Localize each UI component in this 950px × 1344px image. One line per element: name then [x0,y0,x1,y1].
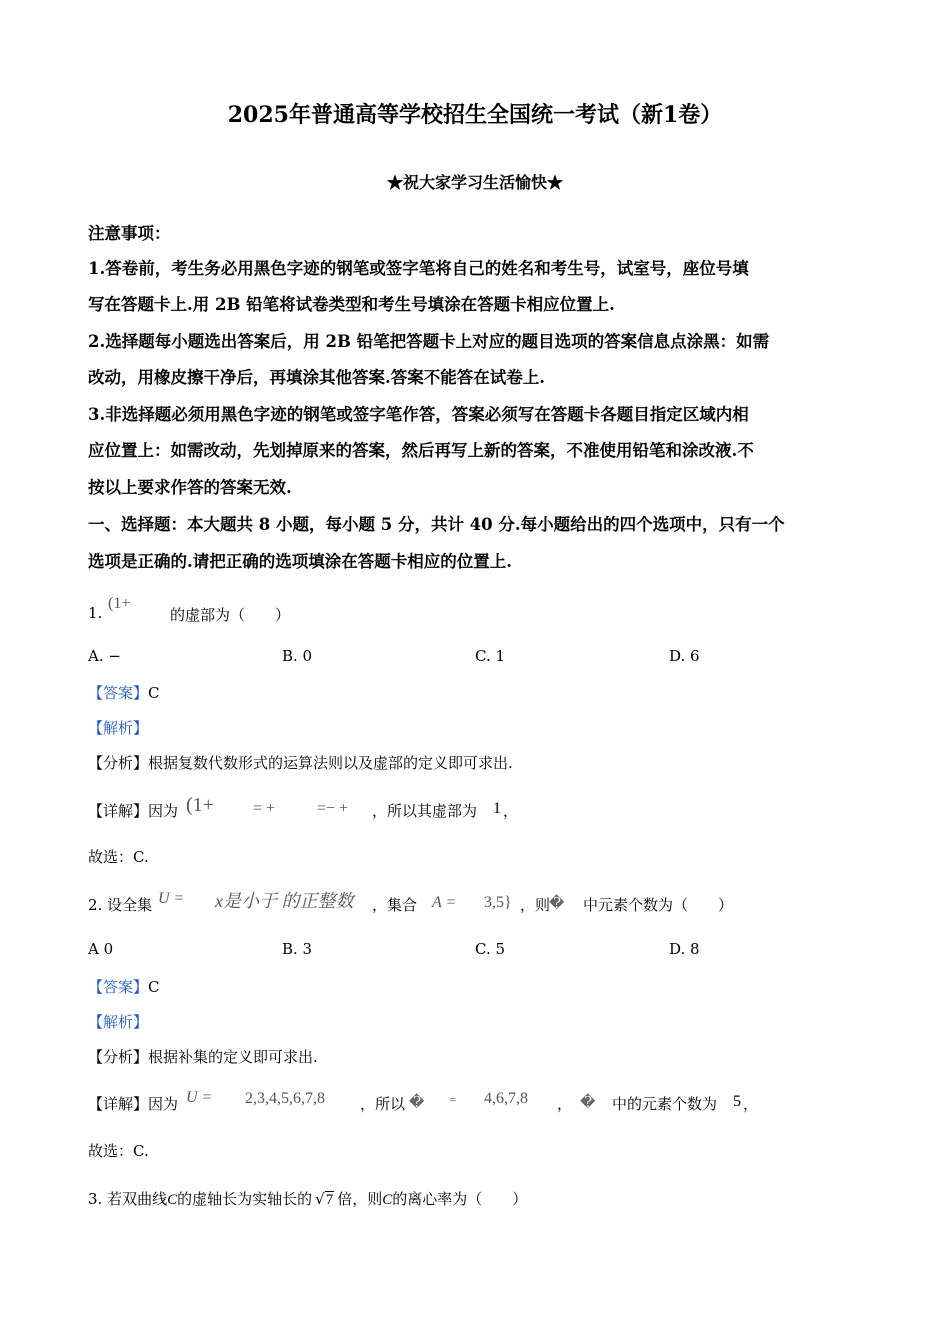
q2-detail-label: 【详解】因为 [88,1095,179,1113]
q2-option-d: D. 8 [669,940,700,958]
sqrt-symbol: √ [315,1190,325,1208]
q2-text: 中元素个数为（ ） [583,896,734,914]
q2-number: 2. 设全集 [88,896,153,914]
q1-detail-math3: =− + [317,800,349,817]
q2-glyph: � [549,894,565,912]
q3-text-1: 的虚轴长为实轴长的 [177,1190,313,1208]
q1-detail-value: 1 [493,800,501,817]
q1-option-c: C. 1 [475,647,506,665]
q1-detail-math1: (1+ [186,794,214,816]
q2-option-a: A 0 [88,940,114,958]
q1-option-a: A. − [88,647,121,665]
q2-option-b: B. 3 [282,940,313,958]
q2-mid: ，集合 [372,896,418,914]
q1-number: 1. [88,604,103,622]
q1-text: 的虚部为（ ） [170,606,291,624]
section-heading: 选项是正确的.请把正确的选项填涂在答题卡相应的位置上. [88,552,512,571]
q2-math-u: U = [158,890,185,907]
q3-text-2: 倍，则 [337,1190,383,1208]
q2-detail-text: 中的元素个数为 [612,1095,718,1113]
q1-detail-math2: = + [253,800,276,817]
notice-heading: 注意事项： [88,224,171,243]
notice-line: 写在答题卡上.用 2B 铅笔将试卷类型和考生号填涂在答题卡相应位置上. [88,295,615,314]
q2-detail-set: 2,3,4,5,6,7,8 [245,1090,325,1107]
q2-detail-value: 5 [733,1093,741,1110]
q2-option-c: C. 5 [475,940,506,958]
notice-line: 3.非选择题必须用黑色字迹的钢笔或签字笔作答，答案必须写在答题卡各题目指定区域内相 [88,405,749,424]
q1-option-b: B. 0 [282,647,313,665]
q1-detail-end: ， [503,802,519,820]
q1-math: (1+ [108,595,131,612]
q3-number: 3. 若双曲线 [88,1190,168,1208]
section-heading: 一、选择题：本大题共 8 小题，每小题 5 分，共计 40 分.每小题给出的四个选项中，只有一个 [88,515,785,534]
q2-detail-so: ，所以 [360,1095,406,1113]
q2-detail-set2: 4,6,7,8 [484,1090,528,1107]
q3-sqrt [315,1190,334,1209]
q1-analysis-label: 【解析】 [88,719,149,737]
q2-detail-u: U = [186,1089,213,1106]
q3-text-3: 的离心率为（ ） [392,1190,528,1208]
notice-line: 应位置上：如需改动，先划掉原来的答案，然后再写上新的答案，不准使用铅笔和涂改液.不 [88,441,754,460]
greeting: ★祝大家学习生活愉快★ [386,173,563,192]
q2-fenxi: 【分析】根据补集的定义即可求出. [88,1048,318,1066]
notice-line: 改动，用橡皮擦干净后，再填涂其他答案.答案不能答在试卷上. [88,368,545,387]
q2-math-set: x是小于 的正整数 [215,891,354,911]
q2-detail-eq: = [449,1092,457,1107]
q3-sqrt-value: 7 [325,1192,334,1208]
q2-detail-glyph2: � [580,1093,596,1111]
q3-var-c: C [167,1192,178,1208]
q2-conclusion: 故选：C. [88,1142,149,1160]
q2-math-a: A = [432,894,457,911]
q2-detail-comma: ， [557,1095,573,1113]
notice-line: 2.选择题每小题选出答案后，用 2B 铅笔把答题卡上对应的题目选项的答案信息点涂黑：如需 [88,332,770,351]
q1-answer: C [148,684,160,702]
q2-detail-end: ， [743,1095,759,1113]
q1-detail-text: ，所以其虚部为 [372,802,478,820]
q1-conclusion: 故选：C. [88,848,149,866]
q2-analysis-label: 【解析】 [88,1013,149,1031]
q1-option-d: D. 6 [669,647,700,665]
q1-answer-label: 【答案】 [88,684,149,702]
q2-then: ，则 [520,896,551,914]
notice-line: 1.答卷前，考生务必用黑色字迹的钢笔或签字笔将自己的姓名和考生号，试室号，座位号填 [88,259,749,278]
q2-math-a-set: 3,5} [484,894,512,911]
q2-detail-glyph: � [409,1093,425,1111]
q1-detail-label: 【详解】因为 [88,802,179,820]
page-title: 2025年普通高等学校招生全国统一考试（新1卷） [227,102,723,128]
q2-answer: C [148,978,160,996]
q1-fenxi: 【分析】根据复数代数形式的运算法则以及虚部的定义即可求出. [88,754,513,772]
notice-line: 按以上要求作答的答案无效. [88,478,292,497]
q2-answer-label: 【答案】 [88,978,149,996]
q3-var-c-2: C [382,1192,393,1208]
